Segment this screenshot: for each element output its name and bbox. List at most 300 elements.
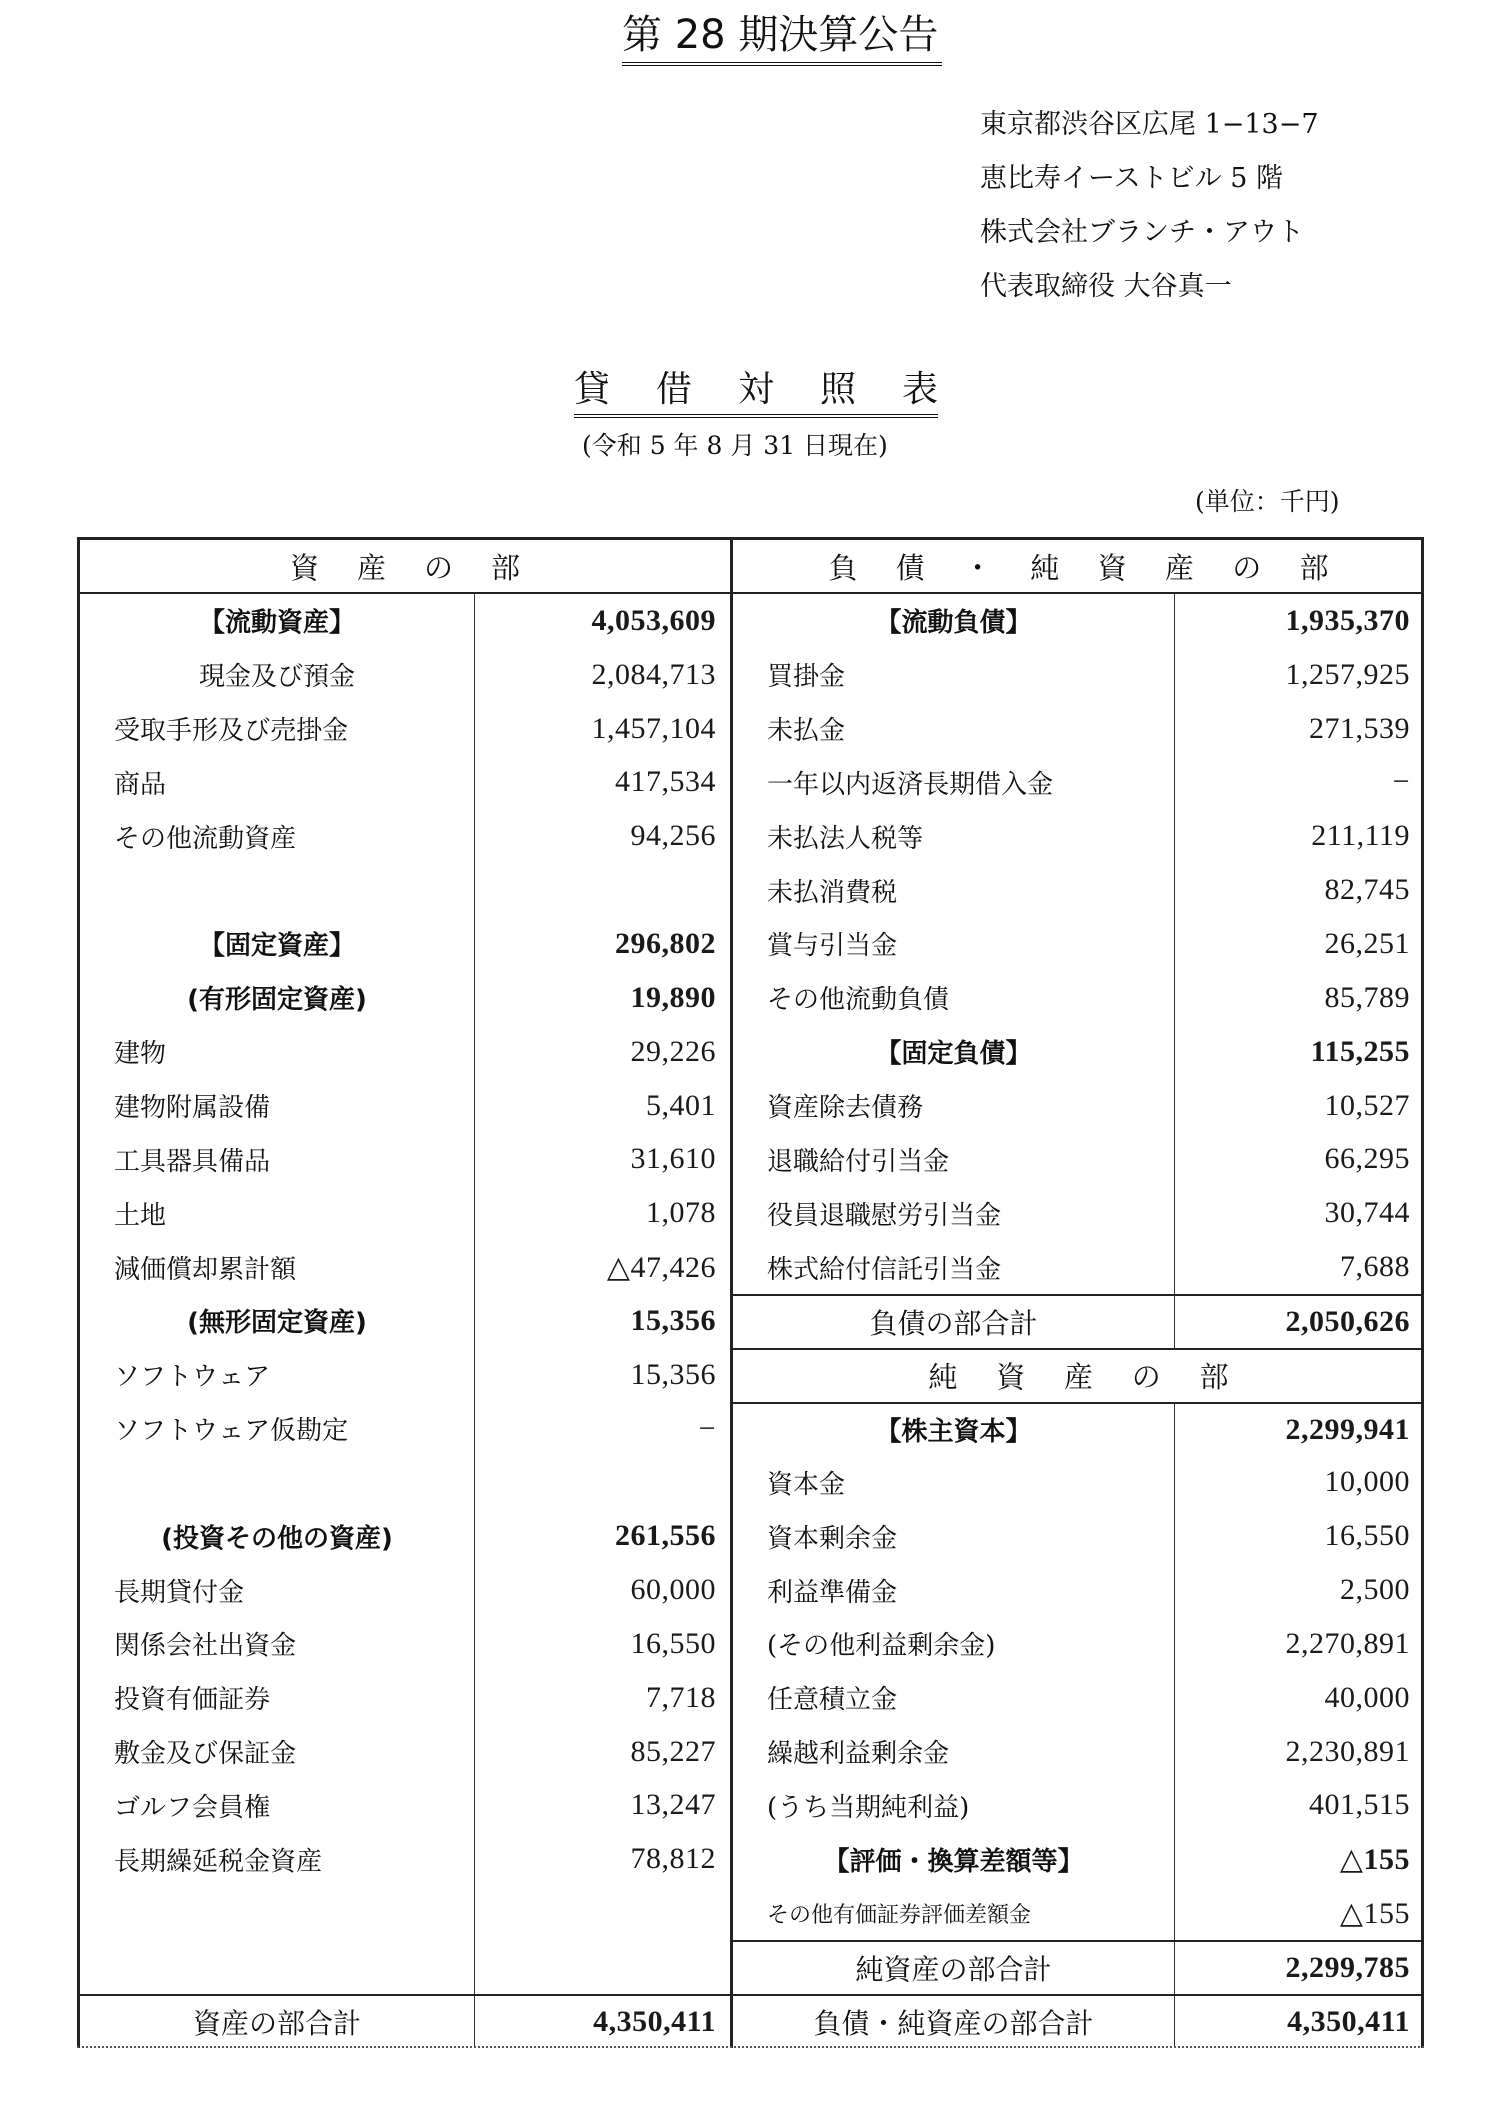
label-char: 期 [140,1846,167,1877]
row-value: 296,802 [615,926,716,960]
label-char: 本 [793,1469,820,1500]
label-char: の [140,823,167,854]
label-char: 資 [767,1093,794,1124]
label-char: 利 [855,1631,882,1662]
row-label [80,1725,475,1779]
label-char: 附 [166,1093,193,1124]
row-label-text: 【固定負債】 [875,1039,1032,1070]
label-char: 及 [166,1739,193,1770]
label-char: フ [140,1416,167,1447]
label-char: 資 [767,1469,794,1500]
label-char: 期 [140,1577,167,1608]
header-char: 資 [290,550,320,585]
liabilities-equity-column [730,540,1424,2048]
label-char: 未 [767,823,794,854]
label-char: 労 [897,1200,924,1231]
label-char: 益 [845,1739,872,1770]
label-char: 借 [975,769,1002,800]
label-char: 給 [819,1146,846,1177]
row-label [733,1886,1175,1940]
label-char: 他 [819,985,846,1016]
row-value: 2,230,891 [1285,1734,1410,1768]
table-row [733,971,1424,1025]
label-char: 託 [897,1254,924,1285]
label-char: 引 [923,1254,950,1285]
row-label-text: (有形固定資産) [187,985,367,1016]
table-row [733,1725,1424,1779]
row-label-text [767,1464,845,1501]
row-label [80,863,475,917]
label-char: 備 [845,1577,872,1608]
label-char: 済 [897,769,924,800]
row-label-text: (投資その他の資産) [161,1523,393,1554]
label-char: 引 [871,1146,898,1177]
row-label-text [114,1087,270,1124]
table-row [733,917,1424,971]
row-label-text [114,818,296,855]
table-row [80,1563,730,1617]
label-char: ト [166,1362,193,1393]
blank-row [80,1456,730,1510]
label-char: 余 [933,1631,960,1662]
row-value: 10,000 [1324,1465,1410,1499]
table-row [80,809,730,863]
label-char: 金 [244,1846,271,1877]
label-char: 未 [767,877,794,908]
table-row [733,1132,1424,1186]
label-char: 商 [114,769,141,800]
row-label [80,1348,475,1402]
label-char: 関 [114,1631,141,1662]
row-value: 115,255 [1310,1034,1410,1068]
table-row [80,1832,730,1886]
blank-row [80,863,730,917]
label-char: ェ [218,1362,245,1393]
label-char: 計 [244,1254,271,1285]
row-label-text [767,872,897,909]
header-char: ・ [963,550,993,585]
label-char: 具 [192,1146,219,1177]
label-char: 買 [767,662,794,693]
table-row [80,1132,730,1186]
total-row [733,1294,1424,1348]
row-label [733,594,1175,648]
label-char: 金 [1027,769,1054,800]
row-label [733,756,1175,810]
balance-sheet-date: (令和 5 年 8 月 31 日現在) [582,431,888,460]
row-label [80,1402,475,1456]
header-char: 産 [1164,550,1194,585]
row-label [80,1456,475,1510]
label-char: 引 [819,931,846,962]
row-label-text [767,979,949,1016]
row-value: 1,078 [646,1196,716,1230]
row-label-text [114,764,166,801]
label-char: 産 [296,1846,323,1877]
label-char: 員 [218,1792,245,1823]
label-char: ア [244,1362,271,1393]
label-char: 受 [114,716,141,747]
label-char: 売 [270,716,297,747]
label-char: 期 [949,769,976,800]
row-label-text [767,1141,949,1178]
label-char: ト [166,1416,193,1447]
row-value: 31,610 [630,1142,716,1176]
label-char: 剰 [819,1523,846,1554]
row-label [80,1294,475,1348]
row-value: 271,539 [1309,711,1410,745]
header-char: 債 [895,550,925,585]
label-char: 動 [871,985,898,1016]
row-label-text [767,1625,995,1662]
row-value: △155 [1339,1896,1410,1930]
label-char: ( [767,1631,778,1662]
label-char: 他 [166,823,193,854]
title-char: 表 [901,369,938,410]
label-char: フ [166,1792,193,1823]
title-char: 対 [737,369,774,410]
total-label: 資産の部合計 [80,1996,475,2048]
label-char: 社 [192,1631,219,1662]
row-label-text [767,1733,949,1770]
label-char: 一 [767,769,794,800]
row-label [733,1132,1175,1186]
label-char: 資 [140,1685,167,1716]
balance-sheet-title [574,368,938,418]
row-value: 4,053,609 [591,603,716,637]
label-char: 剰 [907,1631,934,1662]
label-char: 勘 [296,1416,323,1447]
label-char: 金 [871,1523,898,1554]
company-representative: 代表取締役 大谷真一 [980,271,1232,302]
label-char: 入 [1001,769,1028,800]
row-value: 60,000 [630,1573,716,1607]
equity-section-header [733,1348,1424,1402]
label-char: 式 [793,1254,820,1285]
row-value: 1,257,925 [1285,657,1410,691]
row-label [80,1240,475,1294]
label-char: 消 [819,877,846,908]
table-row [733,1509,1424,1563]
label-char: 備 [218,1146,245,1177]
label-char: 負 [897,985,924,1016]
row-label [80,1509,475,1563]
label-char: 除 [819,1093,846,1124]
table-row [80,1671,730,1725]
label-char: 証 [218,1685,245,1716]
label-char: 株 [767,1254,794,1285]
label-char: 内 [845,769,872,800]
table-row [80,1617,730,1671]
label-char: 利 [767,1577,794,1608]
label-char: 費 [845,877,872,908]
row-label-text [114,1733,296,1770]
label-char: 資 [270,1846,297,1877]
row-label [733,648,1175,702]
row-value: 10,527 [1324,1088,1410,1122]
label-char: 器 [166,1146,193,1177]
table-row [733,1240,1424,1294]
label-char: ェ [218,1416,245,1447]
label-char: 退 [767,1146,794,1177]
row-label-text [767,1572,897,1609]
row-value: 211,119 [1311,819,1410,853]
row-label [733,971,1175,1025]
label-char: 権 [244,1792,271,1823]
label-char: そ [114,823,141,854]
table-row [733,1079,1424,1133]
row-label [80,1886,475,1940]
row-value: − [698,1411,716,1445]
table-row [733,1617,1424,1671]
label-char: 金 [819,1469,846,1500]
row-label [80,756,475,810]
label-char: 敷 [114,1739,141,1770]
row-label-text: 現金及び預金 [198,662,355,693]
row-label-text: 【株主資本】 [875,1417,1032,1448]
row-label-text [114,1141,270,1178]
label-char: 形 [192,716,219,747]
table-row [80,1509,730,1563]
row-value: 85,227 [630,1734,716,1768]
row-label [733,863,1175,917]
total-value: 2,050,626 [1285,1304,1410,1338]
label-char: 益 [881,1631,908,1662]
label-char: び [192,1739,219,1770]
row-label-text [767,1195,1001,1232]
table-row [733,1186,1424,1240]
label-char: 利 [819,1739,846,1770]
label-char: 品 [244,1146,271,1177]
row-label-text [114,1572,244,1609]
label-char: 職 [793,1146,820,1177]
row-value: △47,426 [606,1250,716,1284]
row-label [733,1832,1175,1886]
label-char: 品 [140,769,167,800]
row-label [80,971,475,1025]
label-char: 建 [114,1093,141,1124]
label-char: 去 [845,1093,872,1124]
row-label [80,917,475,971]
label-char: び [244,716,271,747]
row-label-text [114,1356,270,1393]
label-char: 地 [140,1200,167,1231]
row-value: 401,515 [1309,1788,1410,1822]
row-label-text [114,710,348,747]
label-char: 累 [218,1254,245,1285]
label-char: ソ [114,1416,141,1447]
row-label [80,1779,475,1833]
row-label-text [114,1625,296,1662]
company-name: 株式会社ブランチ・アウト [980,217,1304,248]
blank-row [80,1886,730,1940]
row-label [733,1404,1175,1456]
row-value: 29,226 [630,1034,716,1068]
row-value: 417,534 [615,765,716,799]
label-char: 意 [793,1685,820,1716]
label-char: 当 [949,1254,976,1285]
label-char: ウ [192,1362,219,1393]
label-char: 任 [767,1685,794,1716]
label-char: 定 [322,1416,349,1447]
row-value: 94,256 [630,819,716,853]
company-info [980,98,1319,314]
label-char: 出 [218,1631,245,1662]
row-label [80,1671,475,1725]
row-value: 78,812 [630,1842,716,1876]
row-value: 13,247 [630,1788,716,1822]
label-char: 金 [923,1146,950,1177]
label-char: ウ [192,1416,219,1447]
label-char: ア [244,1416,271,1447]
header-char: 部 [1299,550,1329,585]
row-label [733,1563,1175,1617]
liability-rows [733,594,1424,2048]
label-char: 投 [114,1685,141,1716]
total-row [733,1940,1424,1994]
row-value: 16,550 [630,1626,716,1660]
header-char: の [1131,1360,1161,1395]
row-value: 261,556 [615,1519,716,1553]
label-char: 付 [845,1146,872,1177]
row-label [733,1617,1175,1671]
label-char: 金 [975,1200,1002,1231]
row-value: 7,718 [646,1680,716,1714]
label-char: ) [985,1631,996,1662]
table-row [80,971,730,1025]
row-label [733,809,1175,863]
label-char: 及 [218,716,245,747]
assets-rows [80,594,730,2048]
balance-sheet-table [77,537,1424,2048]
row-label-text [767,764,1053,801]
row-label-text: (無形固定資産) [187,1308,367,1339]
label-char: 員 [793,1200,820,1231]
row-label [733,1186,1175,1240]
label-char: 具 [140,1146,167,1177]
label-char: 減 [114,1254,141,1285]
row-label [733,1025,1175,1079]
table-row [733,648,1424,702]
row-value: 40,000 [1324,1680,1410,1714]
label-char: 延 [192,1846,219,1877]
row-label-text: 【固定資産】 [198,931,355,962]
label-char: 係 [140,1631,167,1662]
label-char: 債 [923,985,950,1016]
row-value: 1,935,370 [1285,603,1410,637]
header-char: 資 [996,1360,1026,1395]
row-label-text [767,710,845,747]
table-row [733,809,1424,863]
row-label [733,1779,1175,1833]
label-char: 払 [793,877,820,908]
table-row [80,1725,730,1779]
label-char: 以 [819,769,846,800]
table-row [733,863,1424,917]
row-value: △155 [1339,1842,1410,1876]
label-char: 払 [793,716,820,747]
label-char: 金 [140,1739,167,1770]
label-char: 取 [140,716,167,747]
label-char: 金 [923,1739,950,1770]
label-char: 会 [192,1792,219,1823]
table-row [733,1025,1424,1079]
table-row [733,1886,1424,1940]
label-char: 積 [819,1685,846,1716]
header-char: の [423,550,453,585]
table-row [80,648,730,702]
label-char: 職 [845,1200,872,1231]
row-label [733,702,1175,756]
label-char: 返 [871,769,898,800]
label-char: 仮 [270,1416,297,1447]
row-label [80,1132,475,1186]
row-label-text [114,1841,322,1878]
label-char: 設 [218,1093,245,1124]
label-char: 余 [845,1523,872,1554]
row-label [733,1079,1175,1133]
label-char: 属 [192,1093,219,1124]
title-char: 貸 [574,369,611,410]
label-char: 本 [793,1523,820,1554]
label-char: 未 [767,716,794,747]
notice-title: 第 28 期決算公告 [622,12,942,66]
header-char: 純 [1030,550,1060,585]
header-char: 資 [1097,550,1127,585]
label-char: 越 [793,1739,820,1770]
row-label-text [114,1787,270,1824]
label-char: 年 [793,769,820,800]
label-char: 動 [218,823,245,854]
header-char: 純 [928,1360,958,1395]
label-char: そ [767,985,794,1016]
row-label [80,1186,475,1240]
total-row [733,1994,1424,2048]
table-row [733,1832,1424,1886]
row-value: 15,356 [630,1303,716,1337]
row-label-text [114,1679,270,1716]
header-char: 産 [1063,1360,1093,1395]
table-row [733,1456,1424,1510]
label-char: 賞 [767,931,794,962]
assets-column [80,540,730,2048]
label-char: 金 [270,1739,297,1770]
total-value: 4,350,411 [1287,2004,1410,2038]
label-char: 等 [897,823,924,854]
label-char: の [803,1631,830,1662]
label-char: 建 [114,1039,141,1070]
row-label [733,1671,1175,1725]
balance-sheet-unit: (単位：千円) [1195,487,1340,516]
label-char: 引 [923,1200,950,1231]
label-char: 信 [871,1254,898,1285]
table-row [733,702,1424,756]
row-value: 5,401 [646,1088,716,1122]
label-char: 流 [192,823,219,854]
table-row [80,702,730,756]
row-label-text [767,1518,897,1555]
label-char: 資 [767,1523,794,1554]
label-char: 給 [819,1254,846,1285]
row-label [80,809,475,863]
label-char: 人 [845,823,872,854]
label-char: 掛 [793,662,820,693]
row-value: 7,688 [1340,1250,1410,1284]
label-char: 金 [871,931,898,962]
label-char: 立 [845,1685,872,1716]
table-row [80,1779,730,1833]
table-row [733,1671,1424,1725]
